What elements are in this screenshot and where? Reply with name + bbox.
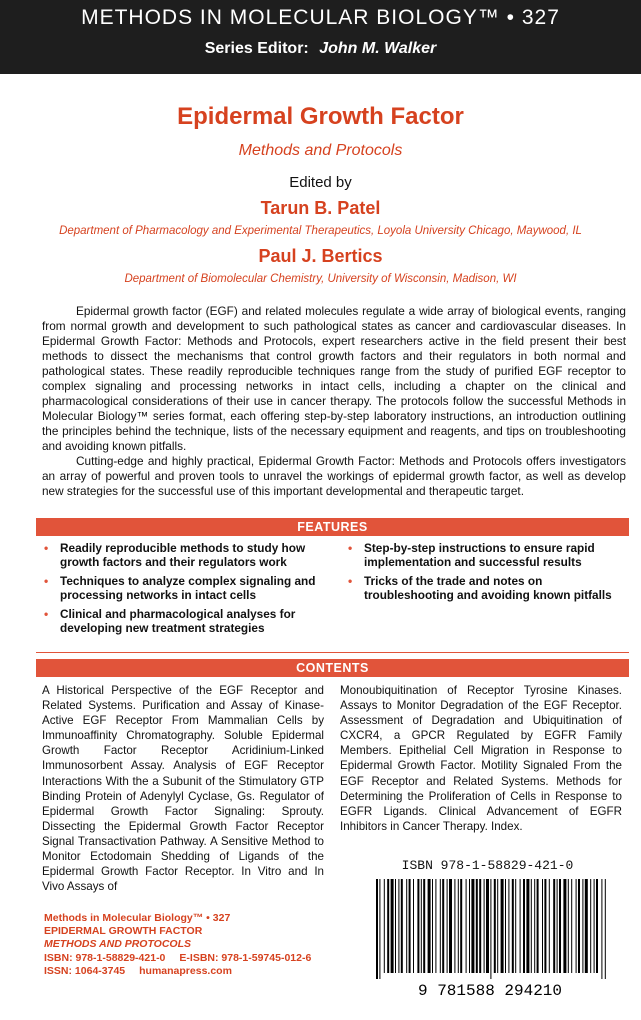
barcode-bar bbox=[542, 879, 543, 973]
barcode-bar bbox=[409, 879, 411, 973]
imprint bbox=[44, 912, 334, 978]
features-list bbox=[42, 541, 622, 640]
barcode-bar bbox=[395, 879, 396, 973]
editor-name-2: Paul J. Bertics bbox=[258, 246, 383, 266]
barcode-graphic bbox=[360, 875, 620, 1000]
barcode-bar bbox=[447, 879, 448, 973]
barcode-bar bbox=[479, 879, 481, 973]
barcode-bar bbox=[534, 879, 535, 973]
barcode-bar bbox=[596, 879, 598, 973]
feature-item: • Clinical and pharmacological analyses for developing new treatment strategies bbox=[44, 607, 296, 635]
isbn-text: ISBN 978-1-58829-421-0 bbox=[401, 858, 574, 873]
series-header bbox=[0, 0, 641, 74]
barcode-bar bbox=[590, 879, 591, 973]
barcode-bar bbox=[563, 879, 566, 973]
bullet-icon: • bbox=[44, 607, 49, 621]
series-editor-name: John M. Walker bbox=[319, 40, 437, 57]
contents-column-1: A Historical Perspective of the EGF Receptor and Related Systems. Purification and Assay of Kinase-Active EGF Receptor From Mammalian Cells by Immunoaffinity Chromatography. Soluble Epidermal Growth Factor Receptor Acridinium-Linked Immunosorbent Assay. Analysis of EGF Receptor Interactions With the a Subunit of the Stimulatory GTP Binding Protein of Adenylyl Cyclase, Gs. Regulator of Epidermal Growth Factor Signaling: Sprouty. Dissecting the Epidermal Growth Factor Receptor Signal Transactivation Pathway. A Sensitive Method to Monitor Ectodomain Shedding of Ligands of the Epidermal Growth Factor Receptor. In Vitro and In Vivo Assays of bbox=[42, 684, 324, 894]
barcode-bar bbox=[515, 879, 516, 973]
barcode-bar bbox=[417, 879, 419, 973]
barcode-bar bbox=[582, 879, 583, 973]
barcode-bar bbox=[501, 879, 504, 973]
barcode-bar bbox=[413, 879, 414, 973]
barcode-bar bbox=[376, 879, 378, 979]
barcode-bar bbox=[531, 879, 532, 973]
series-editor bbox=[0, 40, 641, 58]
editor-affiliation-1: Department of Pharmacology and Experimental Therapeutics, Loyola University Chicago, Maywood, IL bbox=[59, 225, 582, 237]
series-editor-label: Series Editor: bbox=[204, 40, 309, 57]
features-right bbox=[346, 541, 622, 640]
description-paragraph-2: Cutting-edge and highly practical, Epidermal Growth Factor: Methods and Protocols offers investigators an array of powerful and proven tools to unravel the workings of epidermal growth factor, as well as develop new strategies for the successful use of this important developmental and therapeutic target. bbox=[42, 454, 626, 498]
feature-item: • Techniques to analyze complex signaling and processing networks in intact cells bbox=[44, 574, 316, 602]
barcode-bar bbox=[559, 879, 561, 973]
barcode-bar bbox=[435, 879, 436, 973]
imprint-issn-row bbox=[44, 965, 334, 978]
barcode-bar bbox=[494, 879, 496, 973]
barcode-bar bbox=[537, 879, 539, 973]
barcode-bar bbox=[585, 879, 588, 973]
description-paragraph-1: Epidermal growth factor (EGF) and related molecules regulate a wide array of biological events, ranging from normal growth and development to such pathological states as cancer and cardiovascular diseases. In Epidermal Growth Factor: Methods and Protocols, expert researchers active in the field present their best methods to dissect the mechanisms that control growth factors and their regulators in both normal and pathological states. These readily reproducible techniques range from the study of purified EGF receptor to complex signaling and processing networks in intact cells, including a chapter on the clinical and pharmacological considerations of their use in cancer therapy. The protocols follow the successful Methods in Molecular Biology™ series format, each offering step-by-step laboratory instructions, an introduction outlining the principles behind the technique, lists of the necessary equipment and reagents, and tips on troubleshooting and avoiding known pitfalls. bbox=[42, 304, 626, 453]
barcode-bar bbox=[553, 879, 555, 973]
barcode-bar bbox=[544, 879, 546, 973]
barcode-bar bbox=[442, 879, 444, 973]
barcode-digits: 9 781588 294210 bbox=[417, 982, 563, 1000]
barcode-bar bbox=[454, 879, 455, 973]
barcode-bar bbox=[460, 879, 462, 973]
barcode-bar bbox=[387, 879, 389, 973]
bullet-icon: • bbox=[348, 541, 353, 555]
features-divider bbox=[36, 652, 629, 653]
barcode-bar bbox=[497, 879, 498, 973]
barcode-bar bbox=[601, 879, 602, 979]
imprint-title: EPIDERMAL GROWTH FACTOR bbox=[44, 925, 203, 938]
contents-heading: CONTENTS bbox=[36, 659, 629, 677]
barcode-bar bbox=[549, 879, 550, 973]
barcode-bar bbox=[523, 879, 525, 973]
barcode-bar bbox=[605, 879, 606, 979]
imprint-series: Methods in Molecular Biology™ • 327 bbox=[44, 912, 231, 924]
feature-item: • Step-by-step instructions to ensure rapid implementation and successful results bbox=[348, 541, 595, 569]
barcode-bar bbox=[458, 879, 459, 973]
bullet-icon: • bbox=[44, 541, 49, 555]
bullet-icon: • bbox=[44, 574, 49, 588]
barcode-bar bbox=[505, 879, 506, 973]
series-title: METHODS IN MOLECULAR BIOLOGY™ • 327 bbox=[81, 6, 560, 29]
description bbox=[42, 304, 626, 499]
features-left bbox=[42, 541, 318, 640]
barcode-bar bbox=[520, 879, 521, 973]
barcode-bar bbox=[432, 879, 433, 973]
barcode-bar bbox=[568, 879, 569, 973]
contents-column-2: Monoubiquitination of Receptor Tyrosine Kinases. Assays to Monitor Degradation of the EGF Receptor. Assessment of Degradation and Ubiquitination of CXCR4, a GPCR Regulated by EGFR Family Members. Epithelial Cell Migration in Response to Epidermal Growth Factor. Motility Signaled From the EGF Receptor and Related Systems. Methods for Determining the Proliferation of Cells in Response to EGFR Ligands. Clinical Advancement of EGFR Inhibitors in Cancer Therapy. Index. bbox=[340, 684, 622, 833]
barcode-bar bbox=[471, 879, 474, 973]
imprint-issn: ISSN: 1064-3745 bbox=[44, 964, 126, 977]
barcode-bar bbox=[594, 879, 595, 973]
barcode-bar bbox=[469, 879, 470, 973]
barcode-bar bbox=[571, 879, 572, 973]
book-subtitle: Methods and Protocols bbox=[238, 142, 403, 159]
bullet-icon: • bbox=[348, 574, 353, 588]
barcode-bar bbox=[391, 879, 394, 973]
feature-item: • Tricks of the trade and notes on troubleshooting and avoiding known pitfalls bbox=[348, 574, 612, 602]
barcode-bar bbox=[486, 879, 489, 973]
barcode-bar bbox=[440, 879, 441, 973]
barcode-bar bbox=[428, 879, 431, 973]
barcode-bar bbox=[526, 879, 529, 973]
barcode-bar bbox=[576, 879, 577, 973]
barcode-bar bbox=[406, 879, 407, 973]
barcode-bar bbox=[490, 879, 491, 979]
barcode-bar bbox=[449, 879, 452, 973]
barcode-bar bbox=[398, 879, 399, 973]
imprint-website: humanapress.com bbox=[139, 964, 232, 977]
imprint-subtitle: METHODS AND PROTOCOLS bbox=[44, 938, 192, 951]
barcode-bar bbox=[557, 879, 558, 973]
barcode-bar bbox=[379, 879, 380, 979]
editor-name-1: Tarun B. Patel bbox=[260, 198, 381, 218]
features-heading: FEATURES bbox=[36, 518, 629, 536]
imprint-isbn-row bbox=[44, 952, 334, 965]
barcode-bar bbox=[508, 879, 509, 973]
barcode-bar bbox=[423, 879, 425, 973]
book-title: Epidermal Growth Factor bbox=[177, 103, 464, 130]
barcode-bar bbox=[484, 879, 485, 973]
barcode-bar bbox=[476, 879, 478, 973]
editor-affiliation-2: Department of Biomolecular Chemistry, University of Wisconsin, Madison, WI bbox=[124, 273, 517, 285]
barcode-bar bbox=[421, 879, 422, 973]
barcode-bar bbox=[401, 879, 403, 973]
barcode-bar bbox=[466, 879, 467, 973]
imprint-isbn: ISBN: 978-1-58829-421-0 bbox=[44, 951, 166, 964]
feature-item: • Readily reproducible methods to study how growth factors and their regulators work bbox=[44, 541, 306, 569]
barcode-bar bbox=[384, 879, 385, 973]
barcode-bar bbox=[578, 879, 580, 973]
imprint-eisbn: E-ISBN: 978-1-59745-012-6 bbox=[179, 951, 312, 964]
barcode-bar bbox=[512, 879, 514, 973]
barcode bbox=[360, 875, 620, 1000]
edited-by: Edited by bbox=[289, 174, 352, 191]
